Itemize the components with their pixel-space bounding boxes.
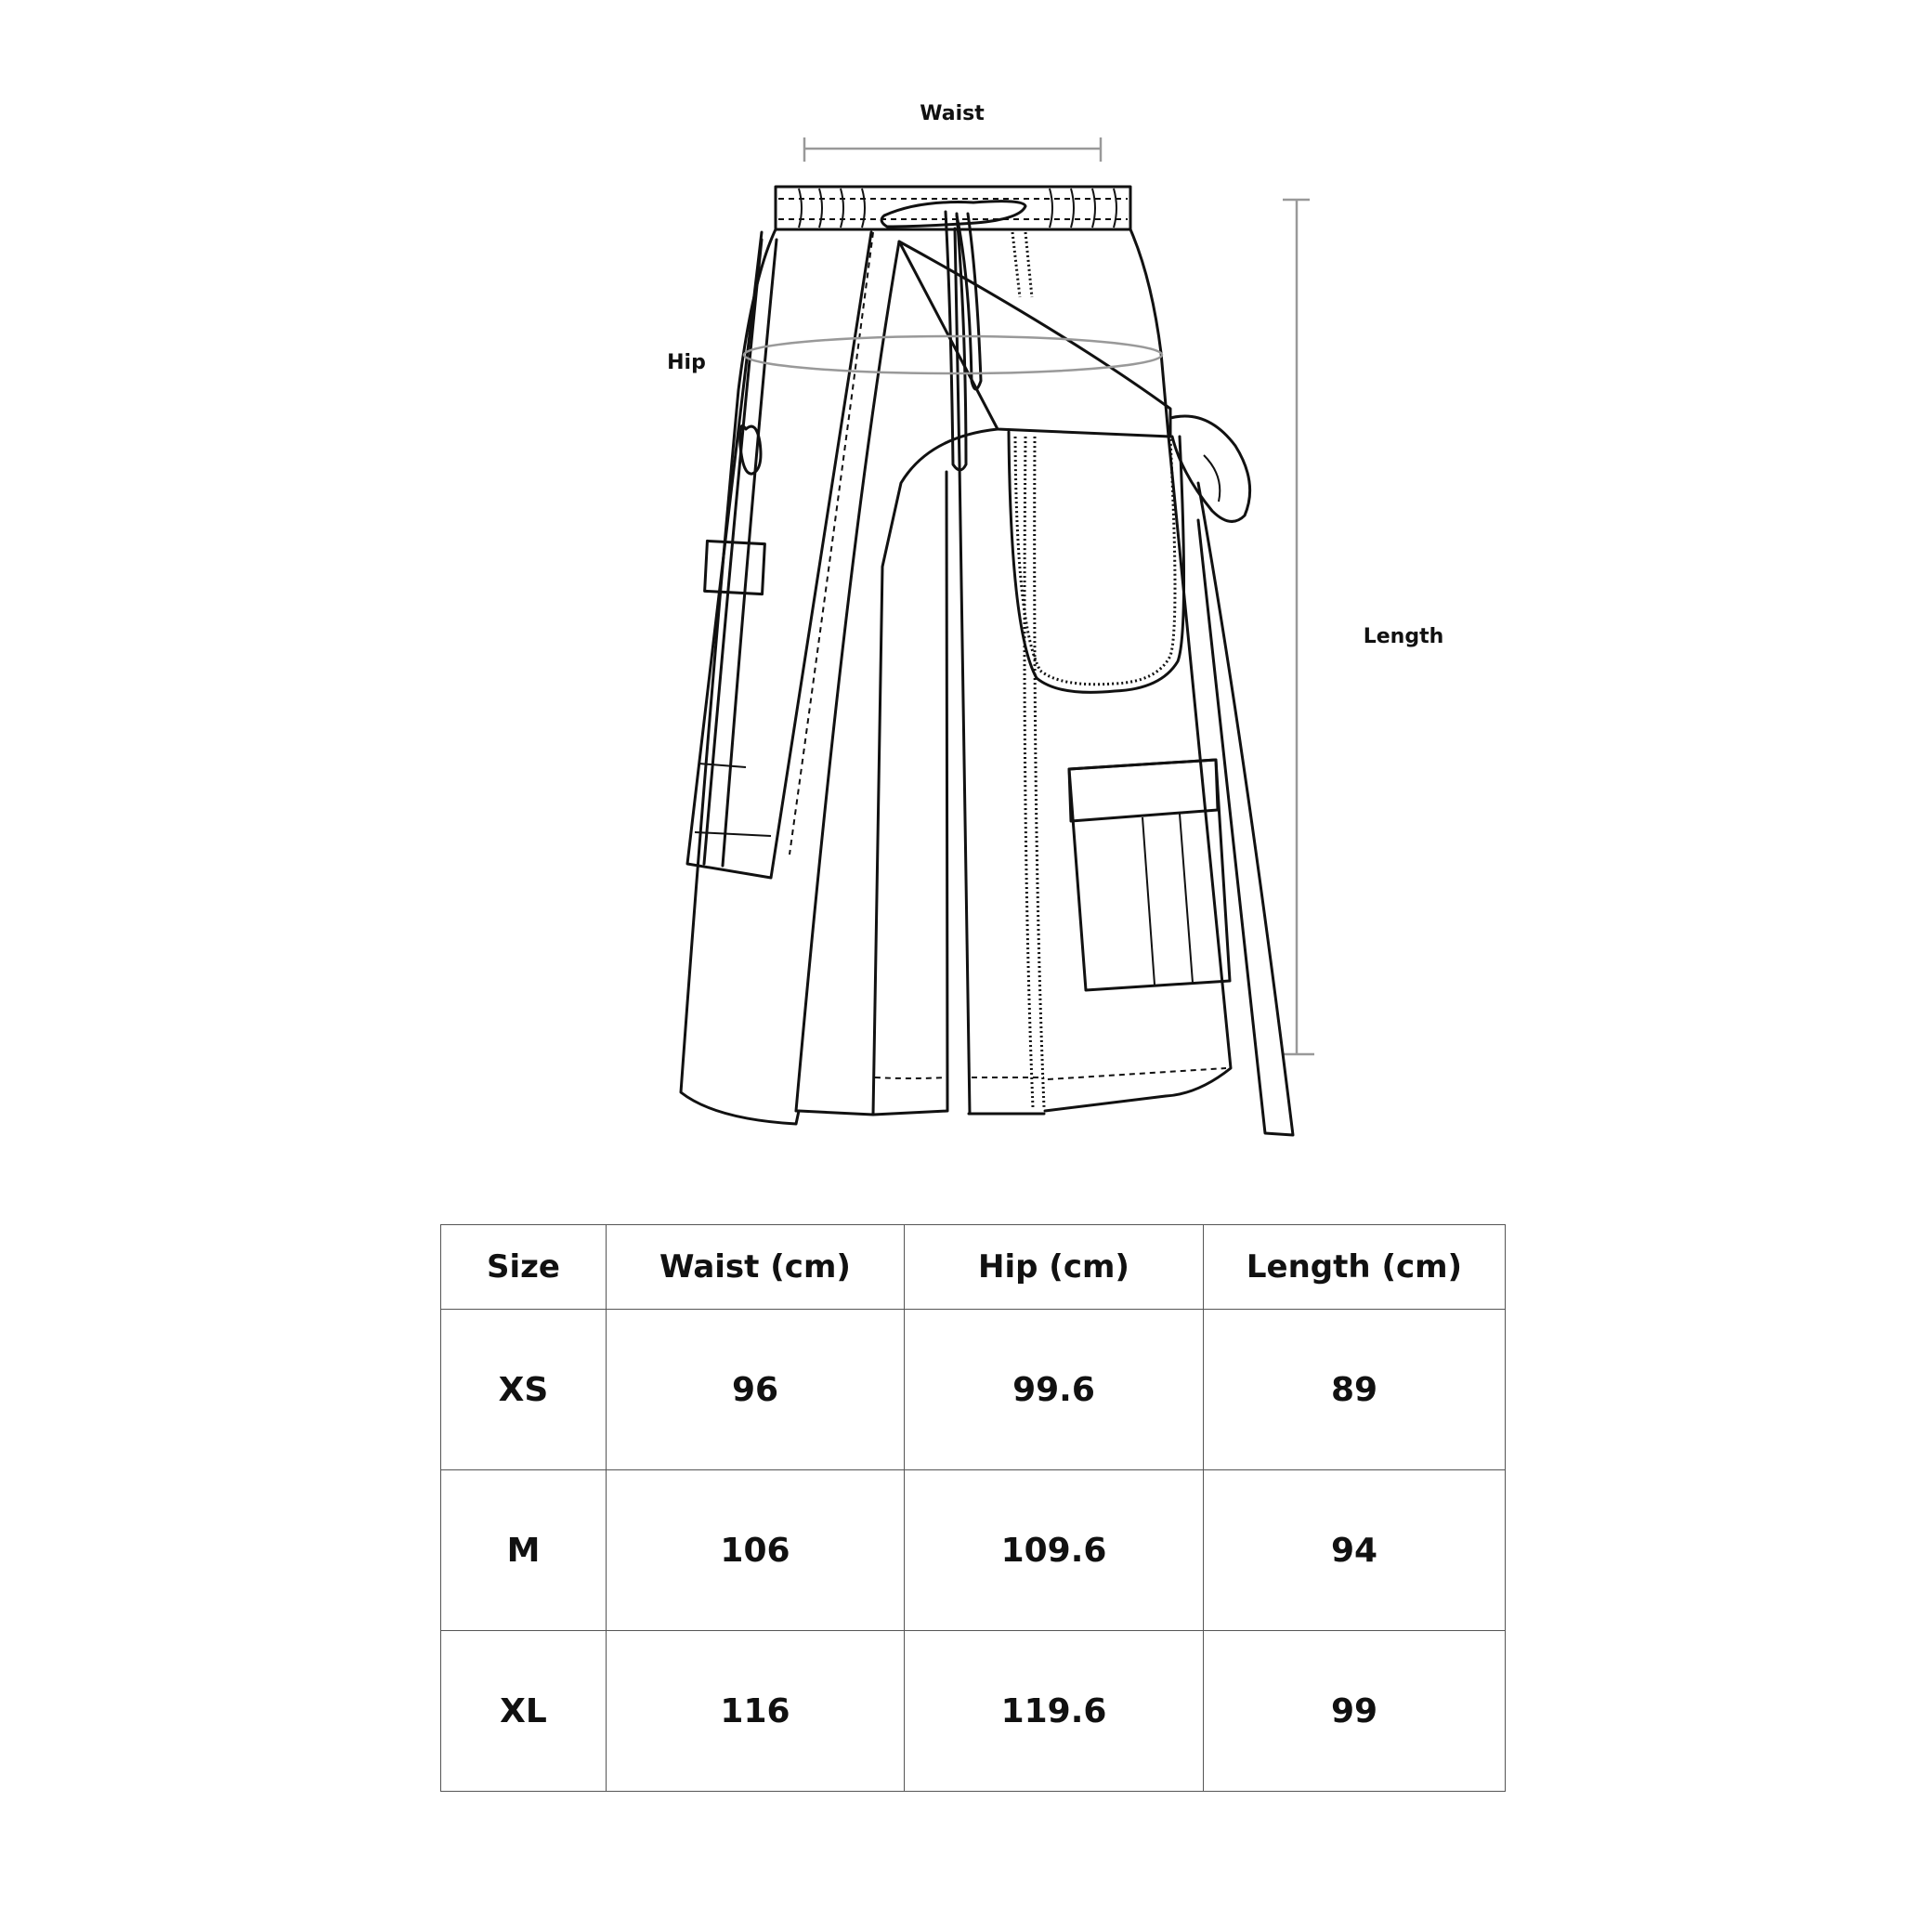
- cell-waist: 106: [607, 1470, 905, 1631]
- cell-length: 89: [1204, 1310, 1506, 1470]
- table-row: [441, 1470, 1506, 1631]
- cell-length: 94: [1204, 1470, 1506, 1631]
- wide-leg-cargo-pants-icon: [681, 187, 1293, 1135]
- cell-hip: 109.6: [905, 1470, 1204, 1631]
- cargo-pocket: [1069, 760, 1230, 990]
- waist-measure-line: [804, 137, 1101, 162]
- header-length: Length (cm): [1204, 1225, 1506, 1310]
- wrap-panel: [899, 242, 1170, 437]
- cell-size: XL: [441, 1631, 607, 1792]
- cell-length: 99: [1204, 1631, 1506, 1792]
- drawstring-right: [957, 214, 981, 389]
- cell-hip: 99.6: [905, 1310, 1204, 1470]
- length-label: Length: [1363, 625, 1444, 648]
- size-chart-table: [440, 1224, 1506, 1792]
- cell-waist: 116: [607, 1631, 905, 1792]
- header-waist: Waist (cm): [607, 1225, 905, 1310]
- table-row: [441, 1310, 1506, 1470]
- table-header-row: [441, 1225, 1506, 1310]
- left-strap-buckle: [705, 541, 765, 594]
- length-measure-line: [1283, 200, 1314, 1054]
- cell-size: M: [441, 1470, 607, 1631]
- cell-hip: 119.6: [905, 1631, 1204, 1792]
- cargo-pocket-flap: [1069, 760, 1218, 821]
- hip-label: Hip: [667, 351, 706, 374]
- cell-waist: 96: [607, 1310, 905, 1470]
- header-size: Size: [441, 1225, 607, 1310]
- table-row: [441, 1631, 1506, 1792]
- cell-size: XS: [441, 1310, 607, 1470]
- header-hip: Hip (cm): [905, 1225, 1204, 1310]
- drawstring-knot: [881, 202, 1025, 227]
- waist-label: Waist: [920, 102, 985, 125]
